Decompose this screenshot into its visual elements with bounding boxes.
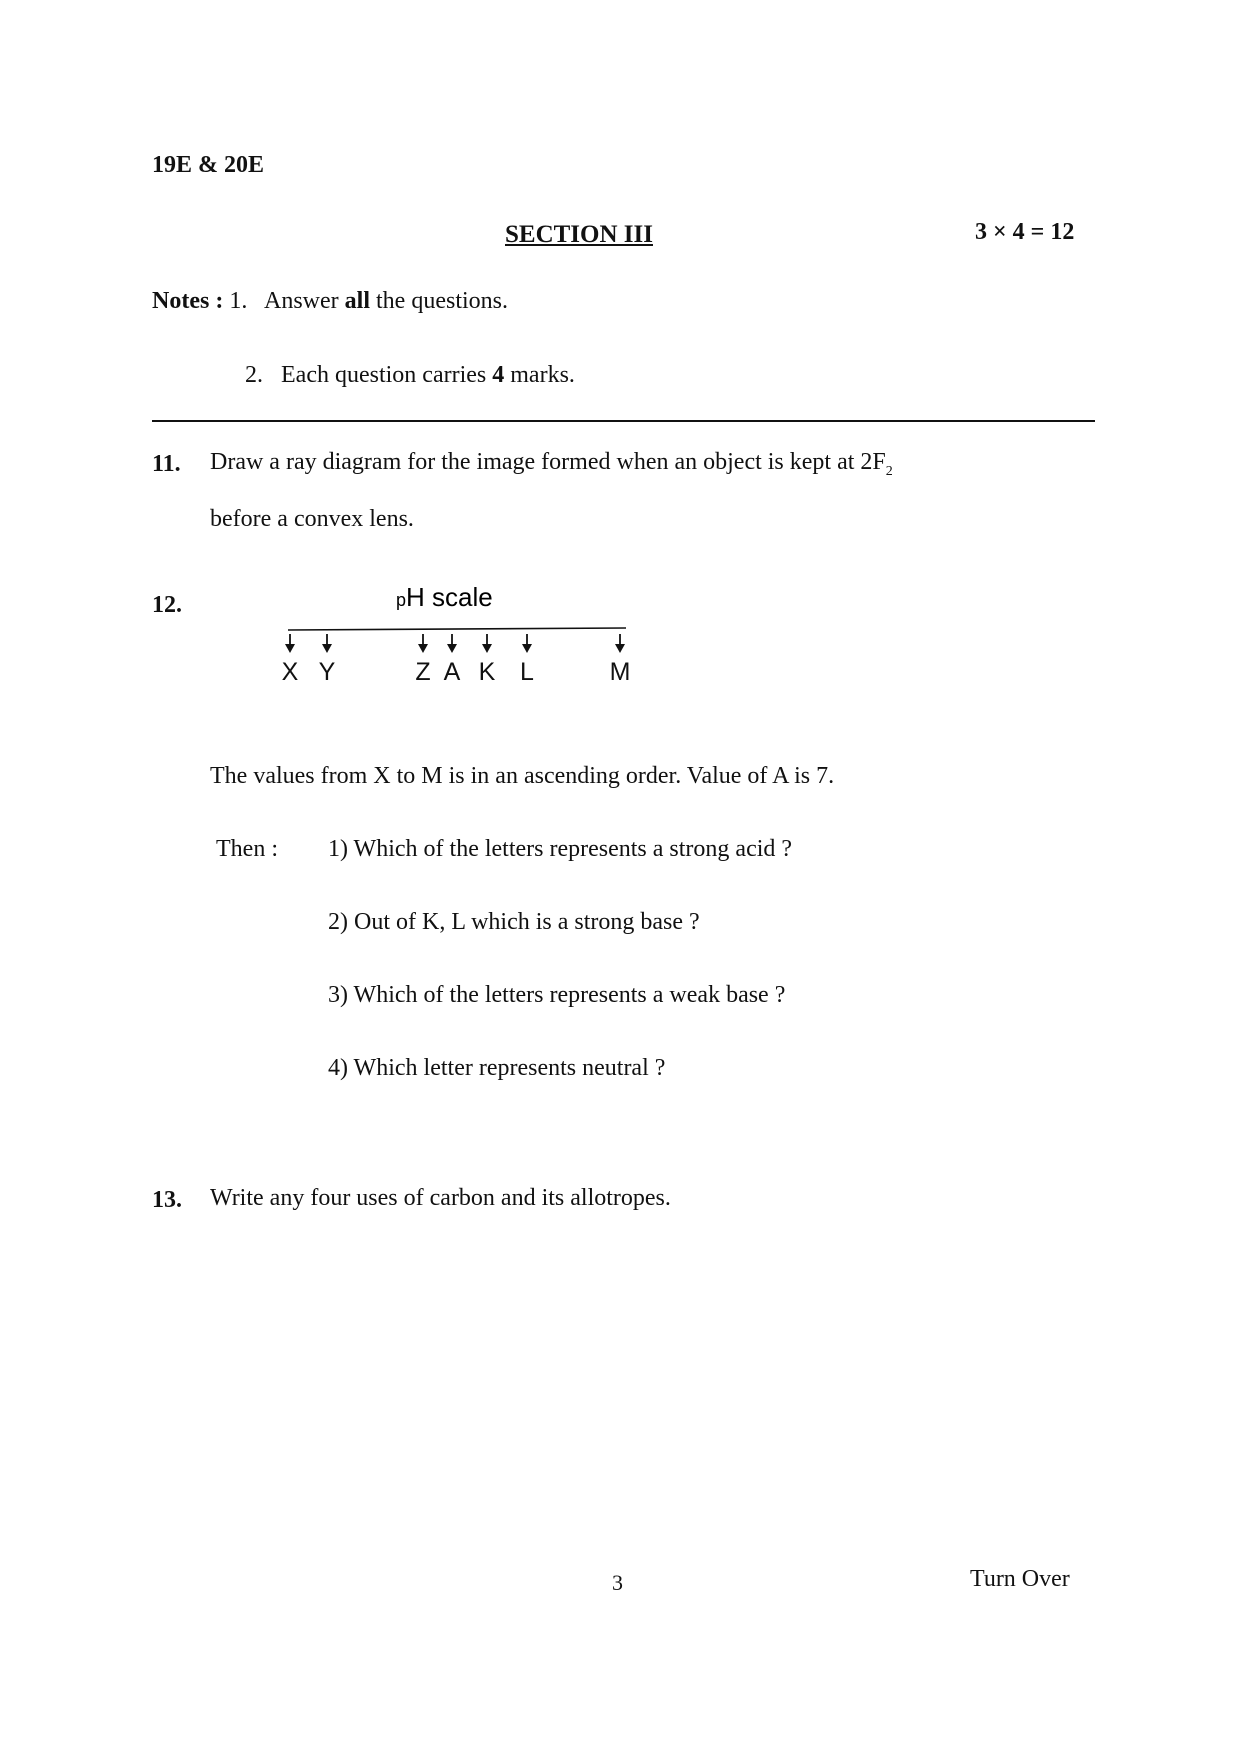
paper-code: 19E & 20E	[152, 152, 265, 178]
ph-letter-x: X	[281, 658, 299, 686]
q11-line1: Draw a ray diagram for the image formed when an object is kept at $2F_2$	[210, 449, 893, 479]
ph-arrowhead-l	[522, 644, 532, 653]
marks-formula: 3 × 4 = 12	[975, 219, 1075, 245]
ph-arrowhead-a	[447, 644, 457, 653]
notes-item-1: Notes : 1. Answer all the questions.	[152, 288, 508, 314]
q12-then-label: Then :	[216, 836, 278, 862]
q12-subquestion-3: 3) Which of the letters represents a weak base ?	[328, 982, 786, 1008]
notes-label: Notes :	[152, 288, 224, 314]
divider-rule	[152, 420, 1095, 422]
ph-arrowhead-z	[418, 644, 428, 653]
ph-letter-z: Z	[415, 658, 431, 686]
ph-letter-a: A	[443, 658, 461, 686]
q12-subquestion-4: 4) Which letter represents neutral ?	[328, 1055, 666, 1081]
q11-line2: before a convex lens.	[210, 506, 414, 532]
ph-letter-k: K	[478, 658, 496, 686]
q13-text: Write any four uses of carbon and its allotropes.	[210, 1185, 671, 1211]
page-number: 3	[612, 1570, 623, 1595]
notes-item-2: 2. Each question carries 4 marks.	[245, 362, 575, 388]
ph-scale-diagram	[270, 582, 650, 692]
q11-subscript: 2	[885, 463, 893, 479]
q12-subquestion-1: 1) Which of the letters represents a strong acid ?	[328, 836, 793, 862]
q13-number: 13.	[152, 1187, 182, 1213]
turn-over-label: Turn Over	[970, 1566, 1070, 1592]
q11-number: 11.	[152, 451, 181, 477]
ph-scale-title: pH scale	[396, 582, 493, 612]
section-title: SECTION III	[505, 221, 653, 248]
q12-number: 12.	[152, 592, 182, 618]
ph-letter-y: Y	[318, 658, 336, 686]
q12-subquestion-2: 2) Out of K, L which is a strong base ?	[328, 909, 700, 935]
ph-letter-l: L	[520, 658, 534, 686]
ph-scale-line	[288, 628, 626, 630]
ph-arrowhead-m	[615, 644, 625, 653]
ph-arrowhead-y	[322, 644, 332, 653]
ph-arrowhead-x	[285, 644, 295, 653]
ph-arrowhead-k	[482, 644, 492, 653]
ph-letter-m: M	[609, 658, 631, 686]
q12-statement: The values from X to M is in an ascending order. Value of A is 7.	[210, 763, 835, 789]
